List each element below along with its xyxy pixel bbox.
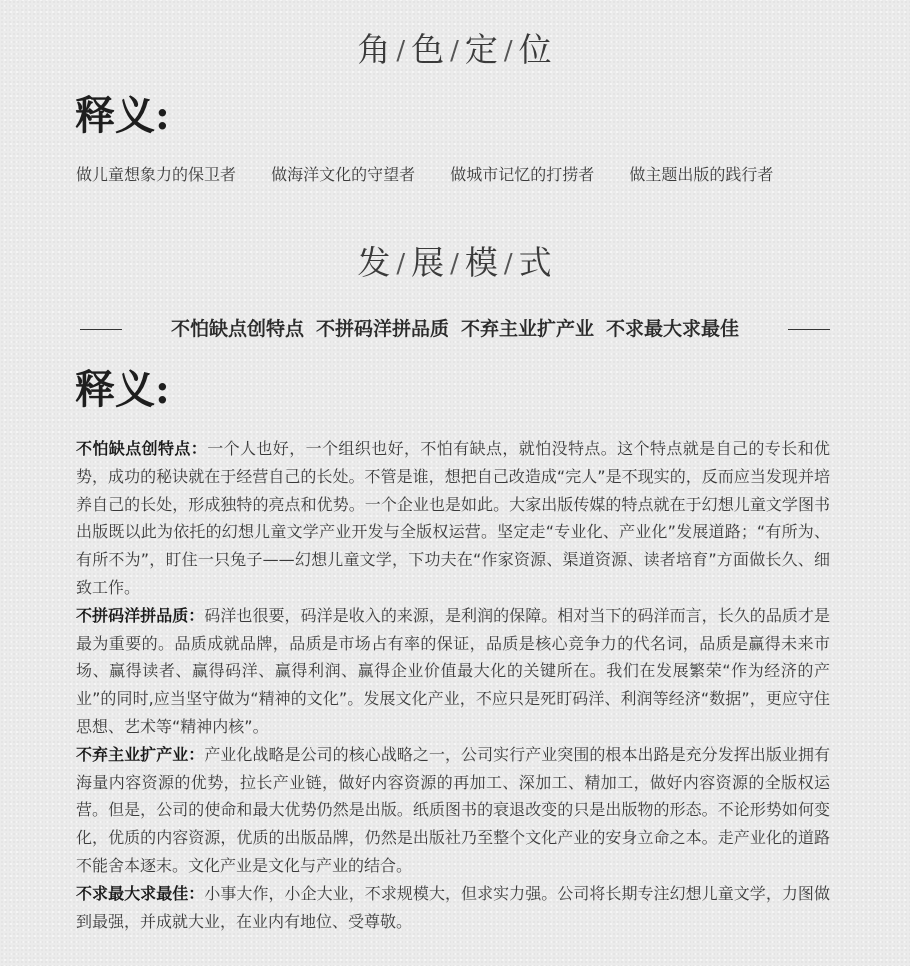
role-title-char: 定: [464, 30, 499, 69]
explanation-paragraph: [76, 880, 830, 936]
paragraph-text: 一个人也好，一个组织也好，不怕有缺点，就怕没特点。这个特点就是自己的专长和优势，成功的秘诀就在于经营自己的长处。不管是谁，想把自己改造成“完人”是不现实的，反而应当发现并培养自己的长处，形成独特的亮点和优势。一个企业也是如此。大家出版传媒的特点就在于幻想儿童文学图书出版既以此为依托的幻想儿童文学产业开发与全版权运营。坚定走“专业化、产业化”发展道路；“有所为、有所不为”，盯住一只兔子——幻想儿童文学，下功夫在“作家资源、渠道资源、读者培育”方面做长久、细致工作。: [76, 439, 830, 597]
paragraph-label: 不怕缺点创特点：: [76, 439, 208, 458]
paragraph-label: 不拼码洋拼品质：: [76, 605, 205, 625]
role-item: 做城市记忆的打捞者: [450, 165, 595, 184]
title-separator: /: [396, 36, 407, 66]
development-title-char: 发: [357, 243, 392, 282]
development-section-title: [0, 243, 910, 286]
title-separator: /: [450, 249, 460, 279]
paragraph-label: 不求最大求最佳：: [76, 883, 205, 903]
role-interpretation-heading: 释义:: [75, 92, 170, 139]
title-separator: /: [450, 36, 460, 66]
development-explanations: [76, 435, 830, 935]
role-title-char: 位: [518, 30, 553, 69]
paragraph-label: 不弃主业扩产业：: [76, 744, 205, 764]
motto-right-dash: [788, 329, 830, 330]
role-title-char: 色: [411, 30, 446, 69]
explanation-paragraph: [76, 602, 830, 741]
motto-left-dash: [80, 329, 122, 330]
motto-phrase: 不拼码洋拼品质: [315, 318, 449, 340]
development-interpretation-heading: 释义:: [75, 366, 170, 413]
title-separator: /: [396, 249, 407, 279]
paragraph-text: 小事大作，小企大业，不求规模大，但求实力强。公司将长期专注幻想儿童文学，力图做到最强，并成就大业，在业内有地位、受尊敬。: [76, 883, 830, 931]
role-item: 做主题出版的践行者: [629, 165, 774, 184]
development-title-char: 式: [518, 243, 553, 282]
role-section-title: [0, 30, 910, 73]
role-item: 做儿童想象力的保卫者: [76, 165, 237, 184]
motto-phrases: [171, 314, 739, 344]
role-title-char: 角: [357, 30, 392, 69]
development-title-char: 展: [411, 243, 446, 282]
development-title-char: 模: [464, 243, 499, 282]
paragraph-text: 产业化战略是公司的核心战略之一，公司实行产业突围的根本出路是充分发挥出版业拥有海量内容资源的优势，拉长产业链，做好内容资源的再加工、深加工、精加工，做好内容资源的全版权运营。但是，公司的使命和最大优势仍然是出版。纸质图书的衰退改变的只是出版物的形态。不论形势如何变化，优质的内容资源，优质的出版品牌，仍然是出版社乃至整个文化产业的安身立命之本。走产业化的道路不能舍本逐末。文化产业是文化与产业的结合。: [76, 744, 830, 875]
motto-phrase: 不弃主业扩产业: [461, 318, 595, 340]
title-separator: /: [503, 36, 514, 66]
explanation-paragraph: [76, 435, 830, 602]
title-separator: /: [503, 249, 514, 279]
motto-phrase: 不怕缺点创特点: [170, 318, 304, 340]
paragraph-text: 码洋也很要，码洋是收入的来源，是利润的保障。相对当下的码洋而言，长久的品质才是最为重要的。品质成就品牌，品质是市场占有率的保证，品质是核心竞争力的代名词，品质是赢得未来市场、赢得读者、赢得码洋、赢得利润、赢得企业价值最大化的关键所在。我们在发展繁荣“作为经济的产业”的同时,应当坚守做为“精神的文化”。发展文化产业，不应只是死盯码洋、利润等经济“数据”，更应守住思想、艺术等“精神内核”。: [76, 605, 830, 736]
role-list: [76, 163, 773, 187]
explanation-paragraph: [76, 741, 830, 880]
role-item: 做海洋文化的守望者: [271, 165, 416, 184]
development-motto: [80, 314, 830, 344]
motto-phrase: 不求最大求最佳: [606, 318, 740, 340]
